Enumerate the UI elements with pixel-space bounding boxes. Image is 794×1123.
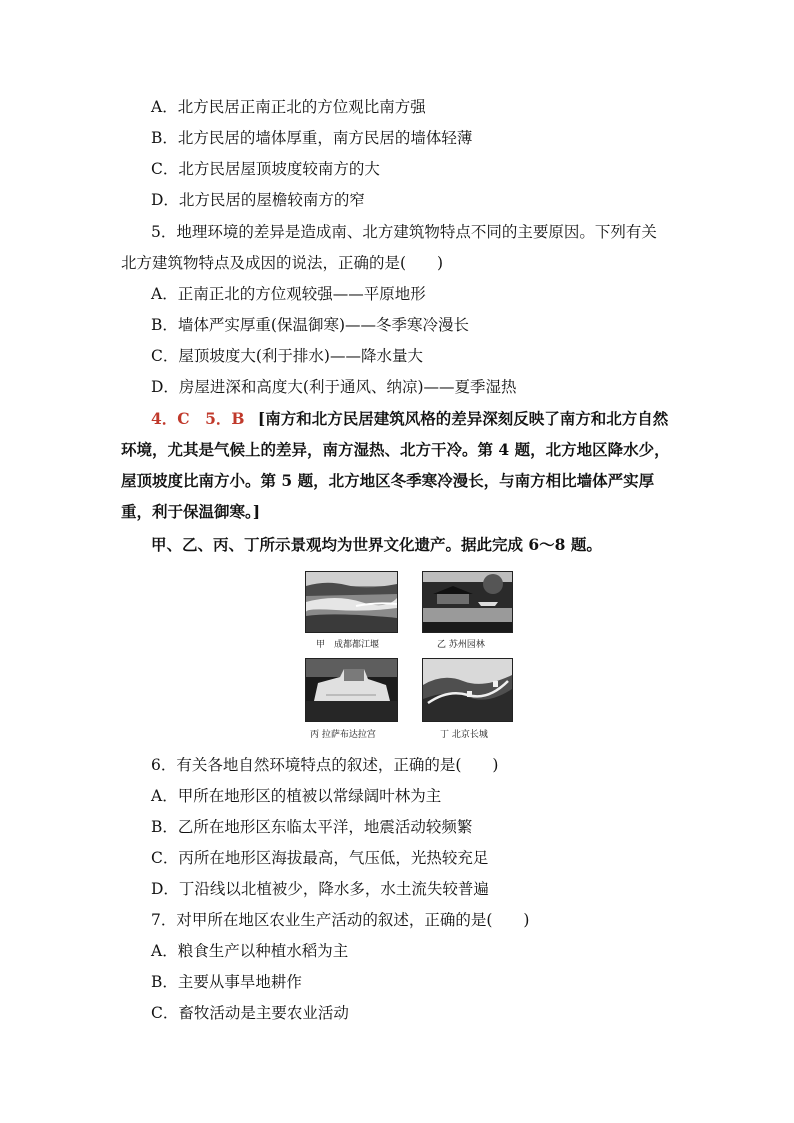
answer-line3: 屋顶坡度比南方小。第 5 题，北方地区冬季寒冷漫长，与南方相比墙体严实厚: [121, 471, 655, 490]
q5-option-d: D．房屋进深和高度大(利于通风、纳凉)——夏季湿热: [151, 378, 517, 396]
answer-line2: 环境，尤其是气候上的差异，南方湿热、北方干冷。第 4 题，北方地区降水少，: [121, 440, 670, 459]
q6-option-c: C．丙所在地形区海拔最高，气压低，光热较充足: [151, 849, 489, 867]
q5-stem-line2: 北方建筑物特点及成因的说法，正确的是( ): [121, 254, 444, 272]
q4-option-c: C．北方民居屋顶坡度较南方的大: [151, 160, 380, 178]
photo-great-wall: [422, 658, 513, 722]
photo-dujiangyan: [305, 571, 398, 633]
caption-great-wall: 丁 北京长城: [440, 730, 488, 740]
caption-potala-palace: 丙 拉萨布达拉宫: [310, 730, 376, 740]
q7-stem: 7．对甲所在地区农业生产活动的叙述，正确的是( ): [151, 911, 530, 929]
q5-option-a: A．正南正北的方位观较强——平原地形: [151, 285, 426, 303]
answer-line1: [151, 409, 668, 429]
photo-suzhou-garden: [422, 571, 513, 633]
answer-text-1: [南方和北方民居建筑风格的差异深刻反映了南方和北方自然: [257, 409, 669, 428]
photo-potala-palace: [305, 658, 398, 722]
q6-option-b: B．乙所在地形区东临太平洋，地震活动较频繁: [151, 818, 473, 836]
q6-option-d: D．丁沿线以北植被少，降水多，水土流失较普遍: [151, 880, 489, 898]
q4-option-d: D．北方民居的屋檐较南方的窄: [151, 191, 365, 209]
q5-stem-line1: 5．地理环境的差异是造成南、北方建筑物特点不同的主要原因。下列有关: [151, 223, 657, 241]
answer-line4: 重，利于保温御寒。]: [121, 502, 261, 521]
q5-option-c: C．屋顶坡度大(利于排水)——降水量大: [151, 347, 423, 365]
answer-label: 4．C 5．B: [151, 409, 245, 428]
q6-option-a: A．甲所在地形区的植被以常绿阔叶林为主: [151, 787, 442, 805]
q4-option-b: B．北方民居的墙体厚重，南方民居的墙体轻薄: [151, 129, 473, 147]
q7-option-c: C．畜牧活动是主要农业活动: [151, 1004, 349, 1022]
q6-stem: 6．有关各地自然环境特点的叙述，正确的是( ): [151, 756, 499, 774]
q7-option-b: B．主要从事旱地耕作: [151, 973, 302, 991]
q7-option-a: A．粮食生产以种植水稻为主: [151, 942, 349, 960]
intro-text: 甲、乙、丙、丁所示景观均为世界文化遗产。据此完成 6～8 题。: [151, 535, 602, 554]
q5-option-b: B．墙体严实厚重(保温御寒)——冬季寒冷漫长: [151, 316, 469, 334]
caption-suzhou-garden: 乙 苏州园林: [437, 640, 485, 650]
q4-option-a: A．北方民居正南正北的方位观比南方强: [151, 98, 426, 116]
caption-dujiangyan: 甲 成都都江堰: [316, 640, 380, 650]
